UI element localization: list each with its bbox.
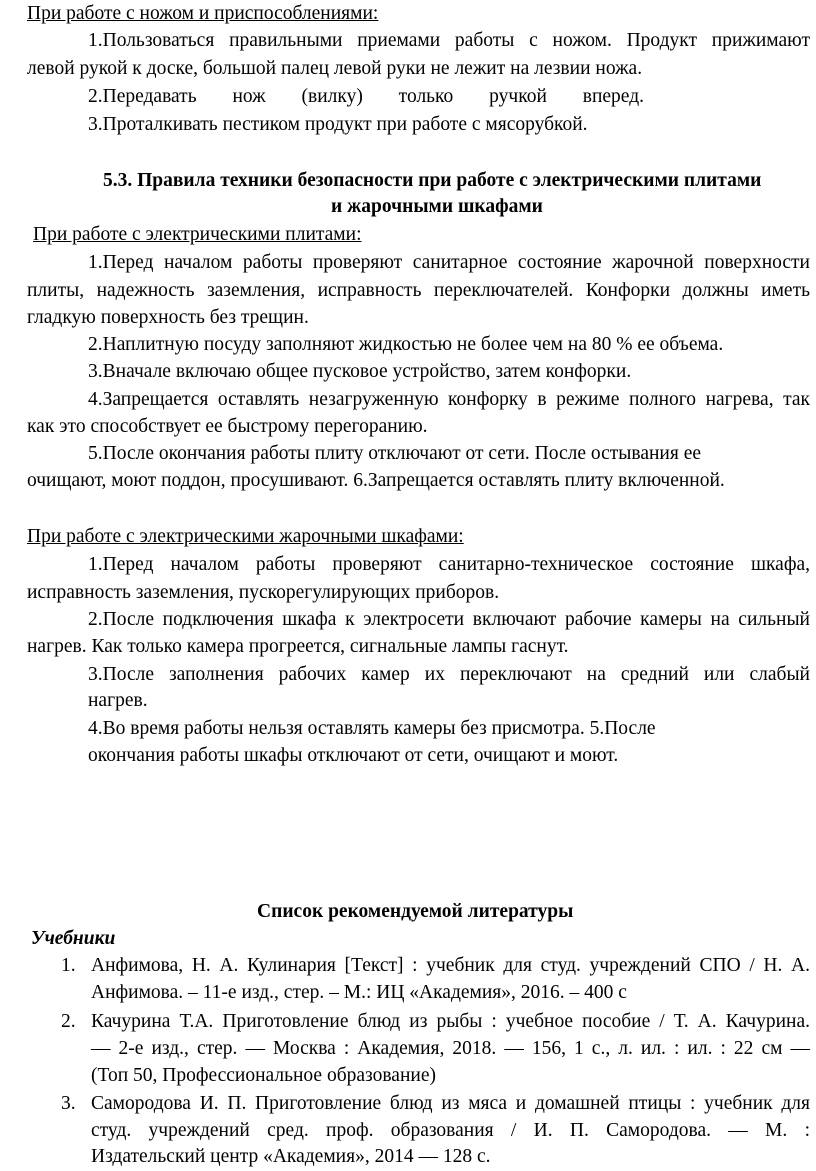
ovens-line-6: нагрев.	[88, 690, 148, 711]
literature-item-3-line-1: Самородова И. П. Приготовление блюд из мяса и домашней птицы : учебник для	[91, 1093, 810, 1114]
stoves-line-1: 1.Перед началом работы проверяют санитарное состояние жарочной поверхности	[88, 252, 810, 273]
ovens-line-2: исправность заземления, пускорегулирующих приборов.	[27, 582, 500, 603]
knife-heading: При работе с ножом и приспособлениями:	[27, 3, 379, 24]
ovens-heading: При работе с электрическими жарочными шкафами:	[27, 526, 464, 547]
stoves-line-9: очищают, моют поддон, просушивают. 6.Запрещается оставлять плиту включенной.	[27, 470, 725, 491]
literature-item-3-line-3: Издательский центр «Академия», 2014 — 128 с.	[91, 1146, 491, 1167]
section-title-line-1: 5.3. Правила техники безопасности при работе с электрическими плитами	[103, 170, 762, 191]
literature-item-3-number: 3.	[61, 1093, 76, 1114]
stoves-line-4: 2.Наплитную посуду заполняют жидкостью не более чем на 80 % ее объема.	[88, 334, 724, 355]
stoves-line-3: гладкую поверхность без трещин.	[27, 307, 309, 328]
literature-item-3-line-2: студ. учреждений сред. проф. образования / И. П. Самородова. — М. :	[91, 1120, 810, 1141]
stoves-line-7: как это способствует ее быстрому перегоранию.	[27, 416, 428, 437]
literature-item-1-line-1: Анфимова, Н. А. Кулинария [Текст] : учебник для студ. учреждений СПО / Н. А.	[91, 955, 810, 976]
stoves-line-6: 4.Запрещается оставлять незагруженную конфорку в режиме полного нагрева, так	[88, 389, 810, 410]
literature-item-2-number: 2.	[61, 1011, 76, 1032]
ovens-line-8: окончания работы шкафы отключают от сети, очищают и моют.	[88, 745, 619, 766]
knife-item-3: 3.Проталкивать пестиком продукт при работе с мясорубкой.	[88, 114, 588, 135]
literature-subheading: Учебники	[31, 928, 116, 949]
literature-item-1-number: 1.	[61, 955, 76, 976]
literature-item-2-line-1: Качурина Т.А. Приготовление блюд из рыбы : учебное пособие / Т. А. Качурина.	[91, 1011, 810, 1032]
section-title-line-2: и жарочными шкафами	[331, 196, 543, 217]
literature-item-1-line-2: Анфимова. – 11-е изд., стер. – М.: ИЦ «Академия», 2016. – 400 с	[91, 982, 627, 1003]
stoves-line-5: 3.Вначале включаю общее пусковое устройство, затем конфорки.	[88, 361, 632, 382]
ovens-line-4: нагрев. Как только камера прогреется, сигнальные лампы гаснут.	[27, 636, 569, 657]
stoves-line-2: плиты, надежность заземления, исправность переключателей. Конфорки должны иметь	[27, 280, 810, 301]
knife-item-2: 2.Передавать нож (вилку) только ручкой вперед.	[88, 86, 644, 107]
stoves-line-8: 5.После окончания работы плиту отключают от сети. После остывания ее	[88, 443, 702, 464]
ovens-line-1: 1.Перед началом работы проверяют санитарно-техническое состояние шкафа,	[88, 554, 810, 575]
knife-item-1-line-2: левой рукой к доске, большой палец левой руки не лежит на лезвии ножа.	[27, 58, 643, 79]
literature-item-2-line-3: (Топ 50, Профессиональное образование)	[91, 1065, 436, 1086]
literature-item-2-line-2: — 2-е изд., стер. — Москва : Академия, 2018. — 156, 1 с., л. ил. : ил. : 22 см —	[91, 1038, 810, 1059]
ovens-line-3: 2.После подключения шкафа к электросети включают рабочие камеры на сильный	[88, 609, 810, 630]
ovens-line-5: 3.После заполнения рабочих камер их переключают на средний или слабый	[88, 664, 810, 685]
literature-title: Список рекомендуемой литературы	[257, 901, 574, 922]
stoves-heading: При работе с электрическими плитами:	[33, 224, 362, 245]
knife-item-1-line-1: 1.Пользоваться правильными приемами работы с ножом. Продукт прижимают	[88, 30, 810, 51]
ovens-line-7: 4.Во время работы нельзя оставлять камеры без присмотра. 5.После	[88, 718, 656, 739]
